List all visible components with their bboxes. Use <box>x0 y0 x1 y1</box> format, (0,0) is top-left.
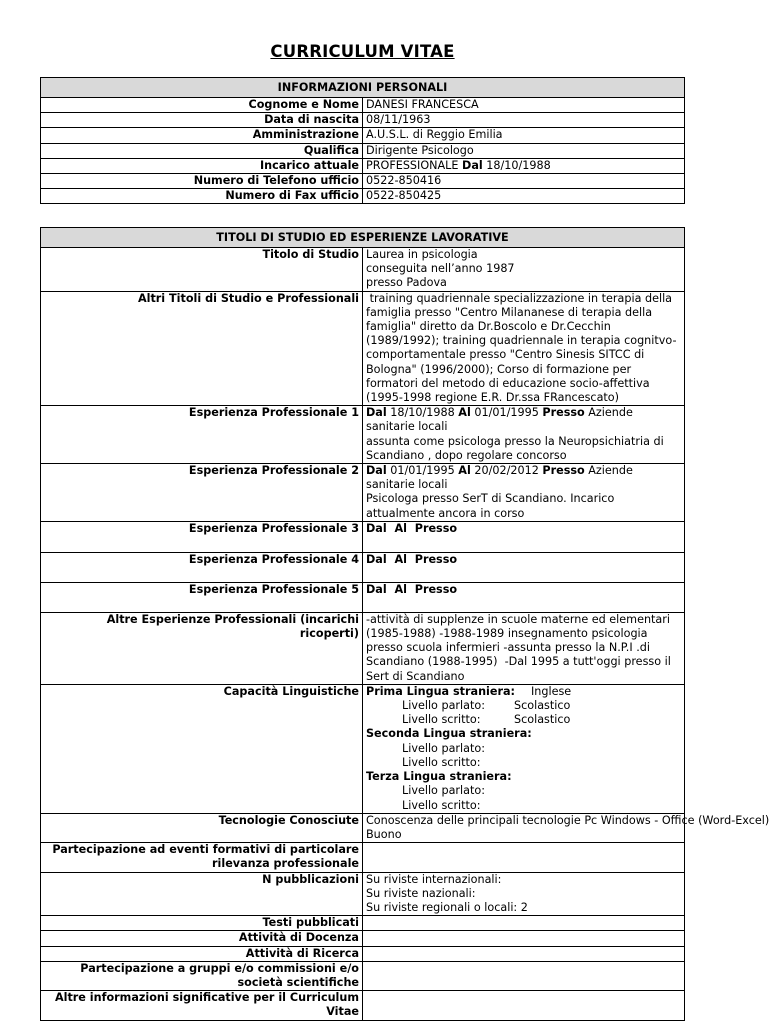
section-header-studies: TITOLI DI STUDIO ED ESPERIENZE LAVORATIVE <box>41 228 685 248</box>
field-value <box>363 158 685 173</box>
table-row <box>41 291 685 406</box>
field-value <box>363 991 685 1020</box>
table-row <box>41 143 685 158</box>
table-row <box>41 189 685 204</box>
field-label: Cognome e Nome <box>41 98 363 113</box>
field-label: Capacità Linguistiche <box>41 684 363 813</box>
table-row <box>41 174 685 189</box>
field-value: A.U.S.L. di Reggio Emilia <box>363 128 685 143</box>
field-value: Dal Al Presso <box>363 582 685 612</box>
incarico-type: PROFESSIONALE <box>366 158 459 172</box>
field-label: Qualifica <box>41 143 363 158</box>
field-label: Numero di Telefono ufficio <box>41 174 363 189</box>
spoken-level-value: Scolastico <box>514 699 571 713</box>
incarico-date: 18/10/1988 <box>486 158 551 172</box>
date-to: 01/01/1995 <box>474 406 539 420</box>
technology-description: Conoscenza delle principali tecnologie Pc Windows - Office (Word-Excel) <box>366 813 769 827</box>
field-value: training quadriennale specializzazione in terapia della famiglia presso "Centro Milananese di terapia della famiglia" diretto da Dr.Boscolo e Dr.Cecchin (1989/1992); training quadriennale in terapia cognitvo-comportamentale presso "Centro Sinesis SITCC di Bologna" (1996/2000); Corso di formazione per formatori del metodo di educazione socio-affettiva (1995-1998 regione E.R. Dr.ssa FRancescato) <box>363 291 685 406</box>
table-row <box>41 128 685 143</box>
section-header-personal: INFORMAZIONI PERSONALI <box>41 78 685 98</box>
field-label: Altre Esperienze Professionali (incarichi ricoperti) <box>41 612 363 684</box>
spoken-level-label: Livello parlato: <box>402 784 485 798</box>
field-value <box>363 946 685 961</box>
field-value: 0522-850416 <box>363 174 685 189</box>
field-label: Esperienza Professionale 4 <box>41 552 363 582</box>
al-keyword: Al <box>458 464 471 478</box>
field-value: Dal Al Presso <box>363 552 685 582</box>
field-value <box>363 684 685 813</box>
field-label: Partecipazione ad eventi formativi di particolare rilevanza professionale <box>41 843 363 872</box>
experience-description: Psicologa presso SerT di Scandiano. Incarico attualmente ancora in corso <box>366 492 615 520</box>
field-label: Esperienza Professionale 3 <box>41 521 363 552</box>
table-row <box>41 552 685 582</box>
first-language-label: Prima Lingua straniera: <box>366 684 515 698</box>
written-level-label: Livello scritto: <box>402 755 481 769</box>
page-title: CURRICULUM VITAE <box>270 42 455 61</box>
table-row <box>41 843 685 872</box>
table-row <box>41 521 685 552</box>
field-value: DANESI FRANCESCA <box>363 98 685 113</box>
field-value <box>363 843 685 872</box>
written-level-label: Livello scritto: <box>402 798 481 812</box>
presso-keyword: Presso <box>542 464 585 478</box>
field-value <box>363 872 685 916</box>
technology-level: Buono <box>366 827 402 841</box>
studies-experience-table <box>40 227 769 1021</box>
field-value: 08/11/1963 <box>363 113 685 128</box>
field-value <box>363 464 685 522</box>
table-row <box>41 931 685 946</box>
field-label: Testi pubblicati <box>41 916 363 931</box>
date-from: 01/01/1995 <box>390 464 455 478</box>
field-value: -attività di supplenze in scuole materne ed elementari (1985-1988) -1988-1989 insegnamento psicologia presso scuola infermieri -assunta presso la N.P.I .di Scandiano (1988-1995) -Dal 1995 a tutt'oggi presso il Sert di Scandiano <box>363 612 685 684</box>
dal-keyword: Dal <box>366 406 387 420</box>
table-row <box>41 612 685 684</box>
field-label: Data di nascita <box>41 113 363 128</box>
al-keyword: Al <box>458 406 471 420</box>
field-label: Esperienza Professionale 2 <box>41 464 363 522</box>
degree-year: conseguita nell’anno 1987 <box>366 262 515 276</box>
experience-description: assunta come psicologa presso la Neuropsichiatria di Scandiano , dopo regolare concorso <box>366 434 664 462</box>
dal-keyword: Dal <box>462 158 483 172</box>
second-language-label: Seconda Lingua straniera: <box>366 727 532 741</box>
table-row <box>41 946 685 961</box>
table-row <box>41 872 685 916</box>
field-value <box>363 248 685 292</box>
date-to: 20/02/2012 <box>474 464 539 478</box>
table-row <box>41 813 685 842</box>
spoken-level-label: Livello parlato: <box>402 741 485 755</box>
spoken-level-label: Livello parlato: <box>402 699 485 713</box>
table-row <box>41 406 685 464</box>
publications-national: Su riviste nazionali: <box>366 886 476 900</box>
table-row <box>41 113 685 128</box>
date-from: 18/10/1988 <box>390 406 455 420</box>
field-label: Altre informazioni significative per il Curriculum Vitae <box>41 991 363 1020</box>
publications-international: Su riviste internazionali: <box>366 872 502 886</box>
field-label: Altri Titoli di Studio e Professionali <box>41 291 363 406</box>
table-row <box>41 991 685 1020</box>
field-label: Tecnologie Conosciute <box>41 813 363 842</box>
employer: Aziende sanitarie locali <box>366 406 633 434</box>
written-level-value: Scolastico <box>514 713 571 727</box>
field-label: Partecipazione a gruppi e/o commissioni e/o società scientifiche <box>41 961 363 990</box>
presso-keyword: Presso <box>542 406 585 420</box>
degree-line: Laurea in psicologia <box>366 248 478 261</box>
field-label: Esperienza Professionale 5 <box>41 582 363 612</box>
table-row <box>41 582 685 612</box>
third-language-label: Terza Lingua straniera: <box>366 770 512 784</box>
table-row <box>41 684 685 813</box>
employer: Aziende sanitarie locali <box>366 464 633 492</box>
field-value <box>363 961 685 990</box>
field-label: Esperienza Professionale 1 <box>41 406 363 464</box>
table-row <box>41 248 685 292</box>
field-label: Attività di Docenza <box>41 931 363 946</box>
table-row <box>41 98 685 113</box>
written-level-label: Livello scritto: <box>402 713 481 727</box>
table-row <box>41 961 685 990</box>
dal-keyword: Dal <box>366 464 387 478</box>
field-label: Titolo di Studio <box>41 248 363 292</box>
field-value: Dal Al Presso <box>363 521 685 552</box>
field-value <box>363 813 769 842</box>
field-value <box>363 916 685 931</box>
field-value <box>363 406 685 464</box>
field-label: Numero di Fax ufficio <box>41 189 363 204</box>
table-row <box>41 158 685 173</box>
table-row <box>41 464 685 522</box>
field-value: Dirigente Psicologo <box>363 143 685 158</box>
field-value <box>363 931 685 946</box>
table-row <box>41 916 685 931</box>
field-label: Attività di Ricerca <box>41 946 363 961</box>
degree-place: presso Padova <box>366 276 447 290</box>
field-value: 0522-850425 <box>363 189 685 204</box>
field-label: Incarico attuale <box>41 158 363 173</box>
field-label: N pubblicazioni <box>41 872 363 916</box>
publications-regional: Su riviste regionali o locali: 2 <box>366 900 528 914</box>
field-label: Amministrazione <box>41 128 363 143</box>
personal-info-table <box>40 77 685 204</box>
first-language-value: Inglese <box>531 684 572 698</box>
